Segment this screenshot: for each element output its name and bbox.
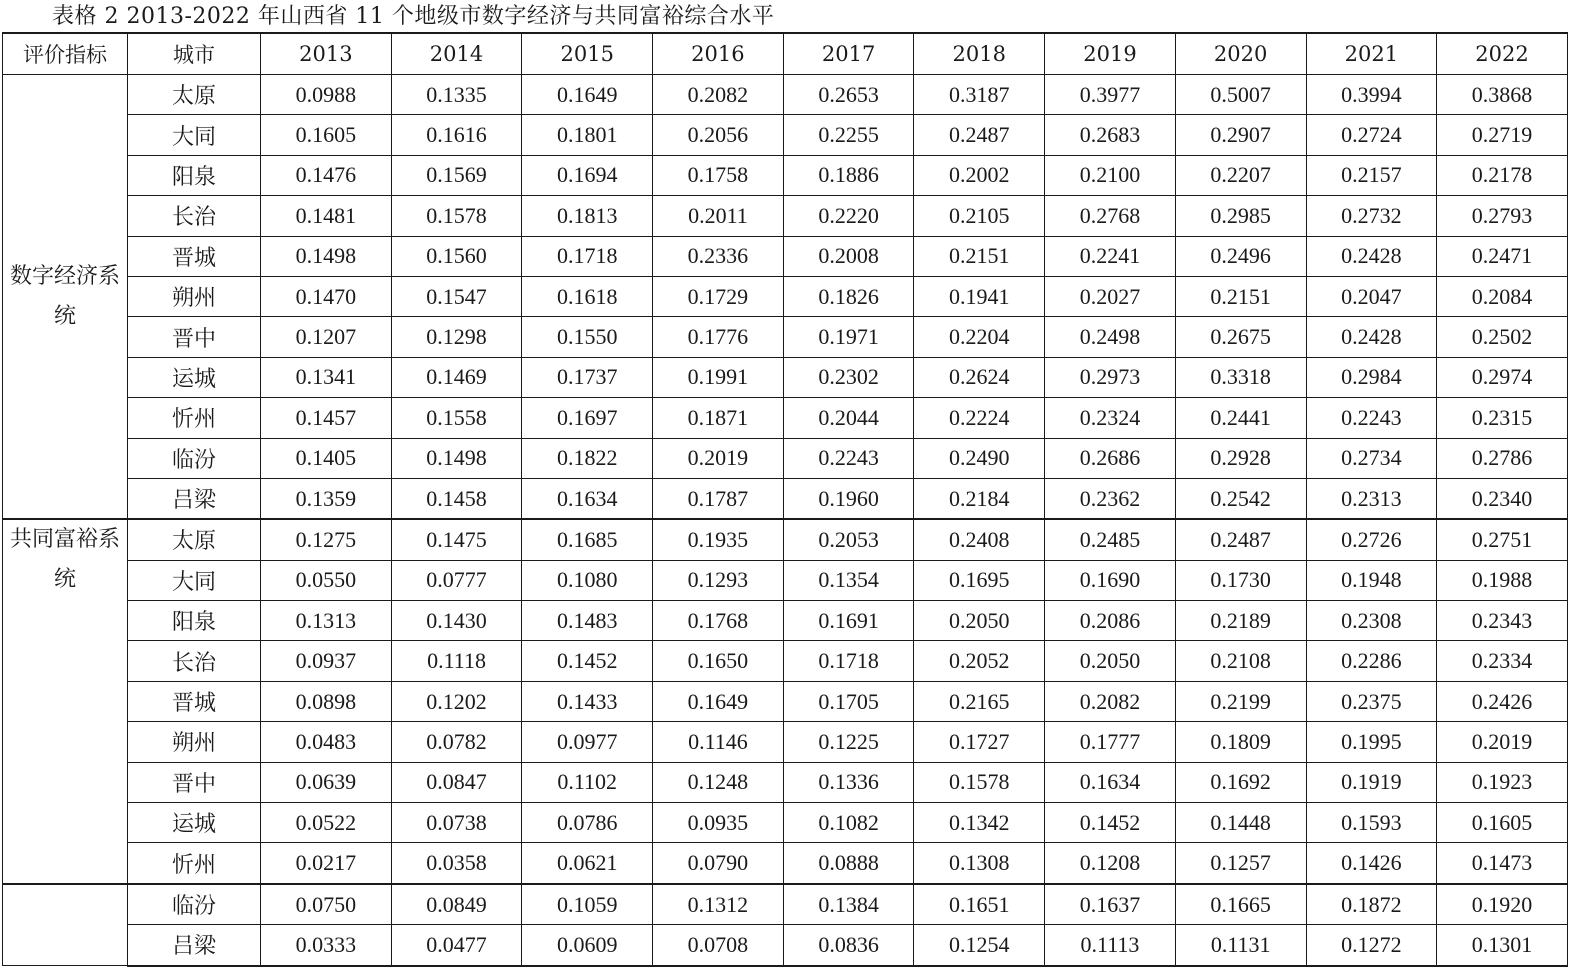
value-cell: 0.2157 — [1306, 155, 1437, 195]
value-cell: 0.1920 — [1437, 884, 1568, 925]
value-cell: 0.2786 — [1437, 438, 1568, 478]
value-cell: 0.1809 — [1175, 722, 1306, 762]
value-cell: 0.1637 — [1045, 884, 1176, 925]
value-cell: 0.1483 — [522, 601, 653, 641]
city-cell: 运城 — [128, 803, 261, 843]
value-cell: 0.1813 — [522, 196, 653, 236]
value-cell: 0.0935 — [653, 803, 784, 843]
value-cell: 0.2286 — [1306, 641, 1437, 681]
city-cell: 阳泉 — [128, 601, 261, 641]
value-cell: 0.1960 — [783, 478, 914, 519]
value-cell: 0.0609 — [522, 925, 653, 966]
table-row — [3, 398, 1568, 438]
value-cell: 0.1202 — [391, 681, 522, 721]
city-cell: 忻州 — [128, 843, 261, 884]
value-cell: 0.2224 — [914, 398, 1045, 438]
value-cell: 0.1384 — [783, 884, 914, 925]
value-cell: 0.2255 — [783, 115, 914, 155]
value-cell: 0.0738 — [391, 803, 522, 843]
value-cell: 0.1871 — [653, 398, 784, 438]
value-cell: 0.1822 — [522, 438, 653, 478]
value-cell: 0.2724 — [1306, 115, 1437, 155]
value-cell: 0.2624 — [914, 357, 1045, 397]
value-cell: 0.2053 — [783, 519, 914, 560]
value-cell: 0.0836 — [783, 925, 914, 966]
city-cell: 太原 — [128, 519, 261, 560]
city-cell: 临汾 — [128, 438, 261, 478]
table-row — [3, 519, 1568, 560]
value-cell: 0.2907 — [1175, 115, 1306, 155]
value-cell: 0.0849 — [391, 884, 522, 925]
value-cell: 0.2441 — [1175, 398, 1306, 438]
value-cell: 0.1578 — [391, 196, 522, 236]
value-cell: 0.2485 — [1045, 519, 1176, 560]
value-cell: 0.2502 — [1437, 317, 1568, 357]
value-cell: 0.2027 — [1045, 276, 1176, 316]
table-header-row — [3, 33, 1568, 75]
value-cell: 0.2974 — [1437, 357, 1568, 397]
table-body — [3, 33, 1568, 966]
city-cell: 临汾 — [128, 884, 261, 925]
value-cell: 0.1102 — [522, 762, 653, 802]
value-cell: 0.1475 — [391, 519, 522, 560]
header-year: 2016 — [653, 33, 784, 75]
group-label-cell — [3, 884, 128, 966]
value-cell: 0.1578 — [914, 762, 1045, 802]
value-cell: 0.1718 — [522, 236, 653, 276]
value-cell: 0.1430 — [391, 601, 522, 641]
value-cell: 0.0550 — [261, 560, 392, 600]
value-cell: 0.1498 — [391, 438, 522, 478]
value-cell: 0.1649 — [653, 681, 784, 721]
value-cell: 0.0639 — [261, 762, 392, 802]
value-cell: 0.1651 — [914, 884, 1045, 925]
table-row — [3, 762, 1568, 802]
value-cell: 0.2496 — [1175, 236, 1306, 276]
value-cell: 0.1935 — [653, 519, 784, 560]
value-cell: 0.1452 — [522, 641, 653, 681]
value-cell: 0.2490 — [914, 438, 1045, 478]
table-row — [3, 196, 1568, 236]
value-cell: 0.1341 — [261, 357, 392, 397]
value-cell: 0.1690 — [1045, 560, 1176, 600]
value-cell: 0.1452 — [1045, 803, 1176, 843]
value-cell: 0.3977 — [1045, 75, 1176, 115]
value-cell: 0.2056 — [653, 115, 784, 155]
value-cell: 0.1665 — [1175, 884, 1306, 925]
table-row — [3, 803, 1568, 843]
value-cell: 0.2151 — [1175, 276, 1306, 316]
value-cell: 0.2973 — [1045, 357, 1176, 397]
value-cell: 0.2011 — [653, 196, 784, 236]
value-cell: 0.1605 — [1437, 803, 1568, 843]
value-cell: 0.0847 — [391, 762, 522, 802]
header-year: 2017 — [783, 33, 914, 75]
value-cell: 0.3318 — [1175, 357, 1306, 397]
table-row — [3, 438, 1568, 478]
table-row — [3, 681, 1568, 721]
value-cell: 0.1550 — [522, 317, 653, 357]
value-cell: 0.1691 — [783, 601, 914, 641]
value-cell: 0.2050 — [1045, 641, 1176, 681]
table-row — [3, 641, 1568, 681]
value-cell: 0.2002 — [914, 155, 1045, 195]
value-cell: 0.2683 — [1045, 115, 1176, 155]
value-cell: 0.1146 — [653, 722, 784, 762]
table-row — [3, 155, 1568, 195]
table-row — [3, 560, 1568, 600]
value-cell: 0.2047 — [1306, 276, 1437, 316]
value-cell: 0.2653 — [783, 75, 914, 115]
value-cell: 0.2726 — [1306, 519, 1437, 560]
value-cell: 0.2302 — [783, 357, 914, 397]
value-cell: 0.2084 — [1437, 276, 1568, 316]
header-year: 2015 — [522, 33, 653, 75]
city-cell: 运城 — [128, 357, 261, 397]
table-row — [3, 925, 1568, 966]
city-cell: 长治 — [128, 641, 261, 681]
city-cell: 朔州 — [128, 722, 261, 762]
value-cell: 0.2044 — [783, 398, 914, 438]
value-cell: 0.0790 — [653, 843, 784, 884]
value-cell: 0.0888 — [783, 843, 914, 884]
value-cell: 0.1730 — [1175, 560, 1306, 600]
value-cell: 0.1923 — [1437, 762, 1568, 802]
value-cell: 0.2487 — [914, 115, 1045, 155]
value-cell: 0.1458 — [391, 478, 522, 519]
value-cell: 0.0483 — [261, 722, 392, 762]
header-year: 2019 — [1045, 33, 1176, 75]
value-cell: 0.1476 — [261, 155, 392, 195]
value-cell: 0.1777 — [1045, 722, 1176, 762]
value-cell: 0.2768 — [1045, 196, 1176, 236]
group-label-cell: 共同富裕系统 — [3, 519, 128, 884]
value-cell: 0.1729 — [653, 276, 784, 316]
value-cell: 0.1737 — [522, 357, 653, 397]
header-year: 2022 — [1437, 33, 1568, 75]
value-cell: 0.1207 — [261, 317, 392, 357]
value-cell: 0.1618 — [522, 276, 653, 316]
value-cell: 0.2199 — [1175, 681, 1306, 721]
value-cell: 0.1569 — [391, 155, 522, 195]
value-cell: 0.1718 — [783, 641, 914, 681]
value-cell: 0.1768 — [653, 601, 784, 641]
value-cell: 0.1082 — [783, 803, 914, 843]
value-cell: 0.2336 — [653, 236, 784, 276]
value-cell: 0.1787 — [653, 478, 784, 519]
city-cell: 忻州 — [128, 398, 261, 438]
value-cell: 0.1335 — [391, 75, 522, 115]
value-cell: 0.1225 — [783, 722, 914, 762]
value-cell: 0.5007 — [1175, 75, 1306, 115]
value-cell: 0.2105 — [914, 196, 1045, 236]
value-cell: 0.1272 — [1306, 925, 1437, 966]
group-label-cell: 数字经济系统 — [3, 75, 128, 520]
table-row — [3, 478, 1568, 519]
value-cell: 0.2243 — [783, 438, 914, 478]
value-cell: 0.1354 — [783, 560, 914, 600]
value-cell: 0.1457 — [261, 398, 392, 438]
value-cell: 0.1694 — [522, 155, 653, 195]
value-cell: 0.2052 — [914, 641, 1045, 681]
value-cell: 0.2100 — [1045, 155, 1176, 195]
city-cell: 吕梁 — [128, 478, 261, 519]
value-cell: 0.1433 — [522, 681, 653, 721]
value-cell: 0.2734 — [1306, 438, 1437, 478]
value-cell: 0.2082 — [653, 75, 784, 115]
value-cell: 0.0522 — [261, 803, 392, 843]
value-cell: 0.1692 — [1175, 762, 1306, 802]
value-cell: 0.1826 — [783, 276, 914, 316]
value-cell: 0.1405 — [261, 438, 392, 478]
value-cell: 0.1301 — [1437, 925, 1568, 966]
value-cell: 0.2426 — [1437, 681, 1568, 721]
value-cell: 0.2340 — [1437, 478, 1568, 519]
table-row — [3, 722, 1568, 762]
value-cell: 0.2050 — [914, 601, 1045, 641]
value-cell: 0.2362 — [1045, 478, 1176, 519]
value-cell: 0.1650 — [653, 641, 784, 681]
value-cell: 0.1649 — [522, 75, 653, 115]
table-row — [3, 601, 1568, 641]
value-cell: 0.2928 — [1175, 438, 1306, 478]
value-cell: 0.1359 — [261, 478, 392, 519]
value-cell: 0.1634 — [1045, 762, 1176, 802]
value-cell: 0.2343 — [1437, 601, 1568, 641]
city-cell: 朔州 — [128, 276, 261, 316]
value-cell: 0.0977 — [522, 722, 653, 762]
value-cell: 0.2086 — [1045, 601, 1176, 641]
value-cell: 0.0217 — [261, 843, 392, 884]
value-cell: 0.3868 — [1437, 75, 1568, 115]
value-cell: 0.2243 — [1306, 398, 1437, 438]
value-cell: 0.2082 — [1045, 681, 1176, 721]
value-cell: 0.1872 — [1306, 884, 1437, 925]
value-cell: 0.1616 — [391, 115, 522, 155]
city-cell: 吕梁 — [128, 925, 261, 966]
value-cell: 0.1308 — [914, 843, 1045, 884]
value-cell: 0.2008 — [783, 236, 914, 276]
value-cell: 0.2471 — [1437, 236, 1568, 276]
value-cell: 0.1948 — [1306, 560, 1437, 600]
city-cell: 晋城 — [128, 681, 261, 721]
value-cell: 0.2241 — [1045, 236, 1176, 276]
value-cell: 0.1988 — [1437, 560, 1568, 600]
value-cell: 0.1059 — [522, 884, 653, 925]
value-cell: 0.0898 — [261, 681, 392, 721]
value-cell: 0.2313 — [1306, 478, 1437, 519]
value-cell: 0.1208 — [1045, 843, 1176, 884]
city-cell: 晋城 — [128, 236, 261, 276]
value-cell: 0.3994 — [1306, 75, 1437, 115]
value-cell: 0.2308 — [1306, 601, 1437, 641]
value-cell: 0.2375 — [1306, 681, 1437, 721]
value-cell: 0.1336 — [783, 762, 914, 802]
value-cell: 0.2984 — [1306, 357, 1437, 397]
value-cell: 0.2751 — [1437, 519, 1568, 560]
value-cell: 0.1254 — [914, 925, 1045, 966]
city-cell: 晋中 — [128, 762, 261, 802]
value-cell: 0.1547 — [391, 276, 522, 316]
value-cell: 0.2108 — [1175, 641, 1306, 681]
value-cell: 0.0988 — [261, 75, 392, 115]
value-cell: 0.1971 — [783, 317, 914, 357]
value-cell: 0.1919 — [1306, 762, 1437, 802]
value-cell: 0.1426 — [1306, 843, 1437, 884]
value-cell: 0.0782 — [391, 722, 522, 762]
value-cell: 0.2189 — [1175, 601, 1306, 641]
value-cell: 0.2207 — [1175, 155, 1306, 195]
value-cell: 0.1560 — [391, 236, 522, 276]
value-cell: 0.1113 — [1045, 925, 1176, 966]
value-cell: 0.2793 — [1437, 196, 1568, 236]
value-cell: 0.0937 — [261, 641, 392, 681]
value-cell: 0.1498 — [261, 236, 392, 276]
value-cell: 0.2019 — [653, 438, 784, 478]
value-cell: 0.1131 — [1175, 925, 1306, 966]
table-caption: 表格 2 2013-2022 年山西省 11 个地级市数字经济与共同富裕综合水平 — [52, 4, 775, 29]
value-cell: 0.3187 — [914, 75, 1045, 115]
table-row — [3, 276, 1568, 316]
value-cell: 0.1685 — [522, 519, 653, 560]
value-cell: 0.1995 — [1306, 722, 1437, 762]
value-cell: 0.0777 — [391, 560, 522, 600]
value-cell: 0.1312 — [653, 884, 784, 925]
header-year: 2018 — [914, 33, 1045, 75]
table-row — [3, 884, 1568, 925]
value-cell: 0.1248 — [653, 762, 784, 802]
table-row — [3, 317, 1568, 357]
value-cell: 0.2686 — [1045, 438, 1176, 478]
value-cell: 0.1298 — [391, 317, 522, 357]
value-cell: 0.2165 — [914, 681, 1045, 721]
value-cell: 0.2428 — [1306, 317, 1437, 357]
value-cell: 0.1776 — [653, 317, 784, 357]
value-cell: 0.1941 — [914, 276, 1045, 316]
city-cell: 长治 — [128, 196, 261, 236]
header-year: 2013 — [261, 33, 392, 75]
value-cell: 0.2732 — [1306, 196, 1437, 236]
value-cell: 0.1275 — [261, 519, 392, 560]
value-cell: 0.1705 — [783, 681, 914, 721]
value-cell: 0.2487 — [1175, 519, 1306, 560]
data-table — [2, 32, 1568, 967]
value-cell: 0.1118 — [391, 641, 522, 681]
value-cell: 0.1593 — [1306, 803, 1437, 843]
value-cell: 0.1473 — [1437, 843, 1568, 884]
value-cell: 0.0621 — [522, 843, 653, 884]
value-cell: 0.2675 — [1175, 317, 1306, 357]
value-cell: 0.1727 — [914, 722, 1045, 762]
city-cell: 大同 — [128, 560, 261, 600]
header-year: 2014 — [391, 33, 522, 75]
value-cell: 0.2220 — [783, 196, 914, 236]
value-cell: 0.1313 — [261, 601, 392, 641]
value-cell: 0.0333 — [261, 925, 392, 966]
value-cell: 0.2719 — [1437, 115, 1568, 155]
value-cell: 0.1481 — [261, 196, 392, 236]
value-cell: 0.1634 — [522, 478, 653, 519]
value-cell: 0.2408 — [914, 519, 1045, 560]
value-cell: 0.1695 — [914, 560, 1045, 600]
value-cell: 0.2184 — [914, 478, 1045, 519]
value-cell: 0.0477 — [391, 925, 522, 966]
value-cell: 0.2498 — [1045, 317, 1176, 357]
header-year: 2020 — [1175, 33, 1306, 75]
value-cell: 0.1293 — [653, 560, 784, 600]
value-cell: 0.1801 — [522, 115, 653, 155]
header-year: 2021 — [1306, 33, 1437, 75]
table-row — [3, 115, 1568, 155]
value-cell: 0.2151 — [914, 236, 1045, 276]
city-cell: 阳泉 — [128, 155, 261, 195]
table-row — [3, 75, 1568, 115]
value-cell: 0.1697 — [522, 398, 653, 438]
value-cell: 0.1758 — [653, 155, 784, 195]
table-row — [3, 843, 1568, 884]
value-cell: 0.1342 — [914, 803, 1045, 843]
value-cell: 0.2985 — [1175, 196, 1306, 236]
table-row — [3, 357, 1568, 397]
value-cell: 0.2428 — [1306, 236, 1437, 276]
value-cell: 0.1991 — [653, 357, 784, 397]
value-cell: 0.1448 — [1175, 803, 1306, 843]
value-cell: 0.1605 — [261, 115, 392, 155]
table-row — [3, 236, 1568, 276]
city-cell: 大同 — [128, 115, 261, 155]
value-cell: 0.2315 — [1437, 398, 1568, 438]
value-cell: 0.1886 — [783, 155, 914, 195]
value-cell: 0.1558 — [391, 398, 522, 438]
value-cell: 0.2019 — [1437, 722, 1568, 762]
value-cell: 0.1257 — [1175, 843, 1306, 884]
header-indicator: 评价指标 — [3, 33, 128, 75]
city-cell: 晋中 — [128, 317, 261, 357]
value-cell: 0.0786 — [522, 803, 653, 843]
value-cell: 0.1080 — [522, 560, 653, 600]
value-cell: 0.0750 — [261, 884, 392, 925]
value-cell: 0.1470 — [261, 276, 392, 316]
city-cell: 太原 — [128, 75, 261, 115]
value-cell: 0.2542 — [1175, 478, 1306, 519]
header-city: 城市 — [128, 33, 261, 75]
value-cell: 0.0358 — [391, 843, 522, 884]
value-cell: 0.0708 — [653, 925, 784, 966]
value-cell: 0.2324 — [1045, 398, 1176, 438]
value-cell: 0.1469 — [391, 357, 522, 397]
value-cell: 0.2178 — [1437, 155, 1568, 195]
value-cell: 0.2334 — [1437, 641, 1568, 681]
value-cell: 0.2204 — [914, 317, 1045, 357]
